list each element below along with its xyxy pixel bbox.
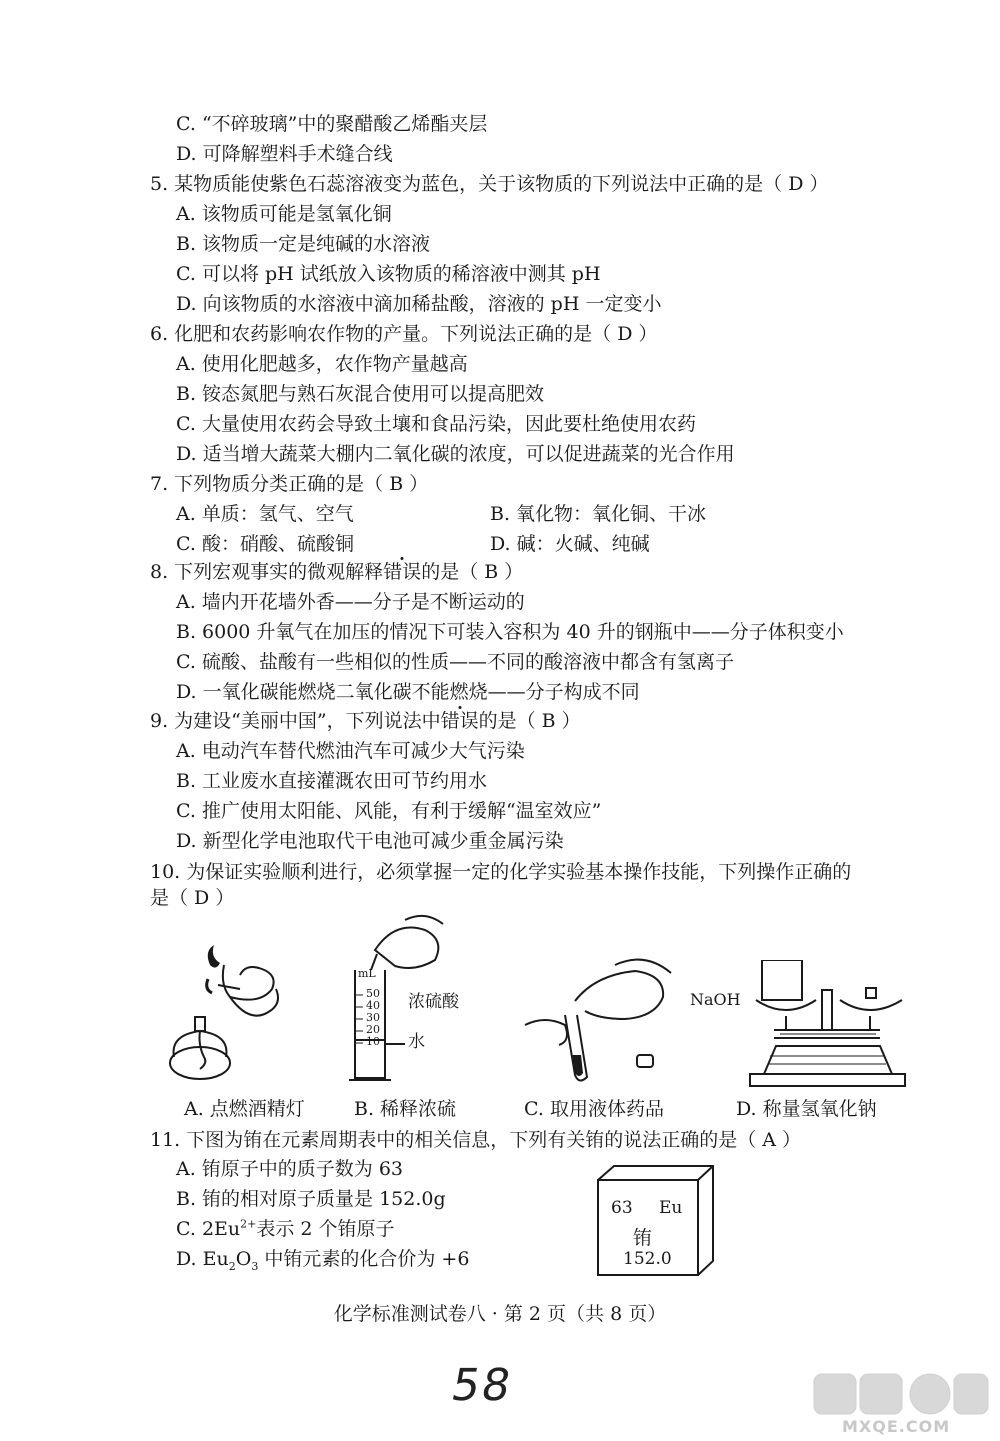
- atomic-mass: 152.0: [623, 1249, 672, 1269]
- q11d-pre: D. Eu: [176, 1248, 229, 1270]
- q9-option-d: D. 新型化学电池取代干电池可减少重金属污染: [176, 830, 564, 852]
- element-symbol: Eu: [659, 1198, 683, 1218]
- q8-text-post: 的是（ B ）: [421, 561, 524, 583]
- watermark-text: MXQE.COM: [842, 1417, 951, 1436]
- tick-40: 40: [366, 999, 380, 1012]
- label-concentrated-acid: 浓硫酸: [408, 992, 459, 1012]
- caption-a: A. 点燃酒精灯: [184, 1098, 305, 1120]
- q8-emph-text: 错误: [383, 561, 422, 583]
- q6-option-a: A. 使用化肥越多，农作物产量越高: [176, 353, 468, 375]
- q9-text-pre: 9. 为建设“美丽中国”，下列说法中: [150, 710, 441, 732]
- q6-option-d: D. 适当增大蔬菜大棚内二氧化碳的浓度，可以促进蔬菜的光合作用: [176, 443, 735, 465]
- caption-c: C. 取用液体药品: [524, 1098, 664, 1120]
- caption-d: D. 称量氢氧化钠: [736, 1098, 877, 1120]
- question-5: 5. 某物质能使紫色石蕊溶液变为蓝色，关于该物质的下列说法中正确的是（ D ）: [150, 173, 829, 195]
- question-6: 6. 化肥和农药影响农作物的产量。下列说法正确的是（ D ）: [150, 323, 658, 345]
- label-naoh: NaOH: [690, 990, 741, 1009]
- q5-option-a: A. 该物质可能是氢氧化铜: [176, 203, 392, 225]
- q9-emphasis: 错误: [440, 710, 479, 732]
- q8-option-d: D. 一氧化碳能燃烧二氧化碳不能燃烧——分子构成不同: [176, 681, 640, 703]
- q11d-post: 中铕元素的化合价为 +6: [258, 1248, 470, 1270]
- q7-option-b: B. 氧化物：氧化铜、干冰: [490, 503, 707, 525]
- q8-option-c: C. 硫酸、盐酸有一些相似的性质——不同的酸溶液中都含有氢离子: [176, 651, 734, 673]
- q9-option-c: C. 推广使用太阳能、风能，有利于缓解“温室效应”: [176, 800, 602, 822]
- question-7: 7. 下列物质分类正确的是（ B ）: [150, 473, 429, 495]
- q8-option-b: B. 6000 升氧气在加压的情况下可装入容积为 40 升的钢瓶中——分子体积变小: [176, 621, 844, 643]
- q4-option-d: D. 可降解塑料手术缝合线: [176, 143, 393, 165]
- q11d-mid: O: [235, 1248, 252, 1270]
- q6-option-c: C. 大量使用农药会导致土壤和食品污染，因此要杜绝使用农药: [176, 413, 696, 435]
- question-10-cont: 是（ D ）: [150, 887, 235, 909]
- q8-option-a: A. 墙内开花墙外香——分子是不断运动的: [176, 591, 525, 613]
- caption-b: B. 稀释浓硫: [354, 1098, 457, 1120]
- q4-option-c: C. “不碎玻璃”中的聚醋酸乙烯酯夹层: [176, 113, 488, 135]
- q11d-sub2: 3: [251, 1259, 259, 1273]
- tick-10: 10: [366, 1035, 380, 1048]
- q5-option-b: B. 该物质一定是纯碱的水溶液: [176, 233, 431, 255]
- element-cell-europium: [597, 1165, 715, 1277]
- q8-emphasis: [383, 561, 421, 583]
- q8-text-pre: 8. 下列宏观事实的微观解释: [150, 561, 384, 583]
- question-10: 10. 为保证实验顺利进行，必须掌握一定的化学实验基本操作技能，下列操作正确的: [150, 861, 852, 883]
- q11-option-c: [176, 1217, 395, 1241]
- figure-d-balance: [740, 960, 915, 1090]
- question-8: [150, 560, 523, 584]
- q7-option-d: D. 碱：火碱、纯碱: [490, 533, 650, 555]
- q11c-post: 表示 2 个铕原子: [256, 1218, 395, 1240]
- q11c-charge: 2+: [240, 1217, 257, 1231]
- q9-option-a: A. 电动汽车替代燃油汽车可减少大气污染: [176, 740, 525, 762]
- q5-option-c: C. 可以将 pH 试纸放入该物质的稀溶液中测其 pH: [176, 263, 601, 285]
- handwritten-page-number: 58: [447, 1360, 517, 1411]
- cylinder-unit-label: mL: [358, 967, 376, 980]
- tick-30: 30: [366, 1011, 380, 1024]
- q5-option-d: D. 向该物质的水溶液中滴加稀盐酸，溶液的 pH 一定变小: [176, 293, 662, 315]
- q11-option-d: [176, 1247, 469, 1271]
- q6-option-b: B. 铵态氮肥与熟石灰混合使用可以提高肥效: [176, 383, 545, 405]
- figure-a-lamp: [160, 945, 290, 1085]
- question-11: 11. 下图为铕在元素周期表中的相关信息，下列有关铕的说法正确的是（ A ）: [150, 1129, 802, 1151]
- q11-option-b: B. 铕的相对原子质量是 152.0g: [176, 1188, 446, 1210]
- question-9: [150, 709, 581, 733]
- q11-option-a: A. 铕原子中的质子数为 63: [176, 1158, 404, 1180]
- page-footer: 化学标准测试卷八 · 第 2 页（共 8 页）: [333, 1303, 667, 1325]
- q9-option-b: B. 工业废水直接灌溉农田可节约用水: [176, 770, 488, 792]
- atomic-number: 63: [611, 1198, 633, 1218]
- tick-20: 20: [366, 1023, 380, 1036]
- q9-text-post: 的是（ B ）: [478, 710, 581, 732]
- figure-c-liquid: [515, 945, 685, 1085]
- tick-50: 50: [366, 987, 380, 1000]
- element-name: 铕: [633, 1227, 653, 1249]
- label-water: 水: [408, 1032, 425, 1052]
- q7-option-c: C. 酸：硝酸、硫酸铜: [176, 533, 354, 555]
- q11d-sub1: 2: [228, 1259, 236, 1273]
- q11c-pre: C. 2Eu: [176, 1218, 241, 1240]
- q7-option-a: A. 单质：氢气、空气: [176, 503, 354, 525]
